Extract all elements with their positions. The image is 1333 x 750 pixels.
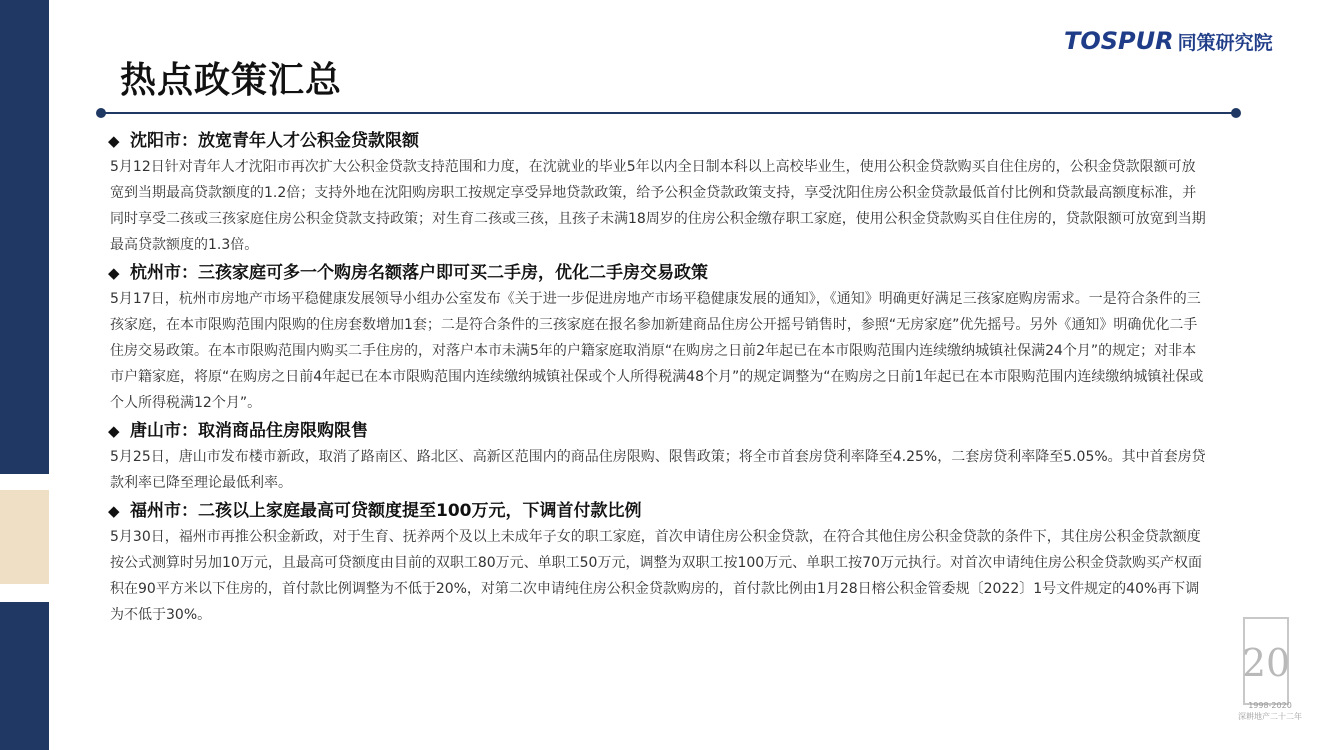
emblem-caption <box>1230 700 1310 722</box>
section-heading <box>108 260 1208 286</box>
section-heading <box>108 498 1208 524</box>
logo-text-cn: 同策研究院 <box>1177 31 1273 54</box>
divider-dot-left <box>96 108 106 118</box>
section-heading <box>108 418 1208 444</box>
section-heading <box>108 128 1208 154</box>
side-bar-top <box>0 0 49 474</box>
policy-section-hangzhou <box>108 260 1208 416</box>
policy-list <box>108 128 1208 630</box>
logo-text-en: TOSPUR <box>1064 27 1174 55</box>
section-heading-text: 福州市：二孩以上家庭最高可贷额度提至100万元，下调首付款比例 <box>130 501 642 521</box>
diamond-bullet-icon: ◆ <box>108 132 120 150</box>
section-body: 5月30日，福州市再推公积金新政，对于生育、抚养两个及以上未成年子女的职工家庭，首次申请住房公积金贷款，在符合其他住房公积金贷款的条件下，其住房公积金贷款额度按公式测算时另加10万元，且最高可贷额度由目前的双职工80万元、单职工50万元，调整为双职工按100万元、单职工按70万元执行。对首次申请纯住房公积金贷款购买产权面积在90平方米以下住房的，首付款比例调整为不低于20%，对第二次申请纯住房公积金贷款购房的，首付款比例由1月28日榕公积金管委规〔2022〕1号文件规定的40%再下调为不低于30%。 <box>110 529 1202 623</box>
section-body: 5月12日针对青年人才沈阳市再次扩大公积金贷款支持范围和力度，在沈就业的毕业5年以内全日制本科以上高校毕业生，使用公积金贷款购买自住住房的，公积金贷款限额可放宽到当期最高贷款额度的1.2倍；支持外地在沈阳购房职工按规定享受异地贷款政策，给予公积金贷款政策支持，享受沈阳住房公积金贷款最低首付比例和贷款最高额度标准，并同时享受二孩或三孩家庭住房公积金贷款支持政策；对生育二孩或三孩，且孩子未满18周岁的住房公积金缴存职工家庭，使用公积金贷款购买自住住房的，贷款限额可放宽到当期最高贷款额度的1.3倍。 <box>110 159 1206 253</box>
section-body: 5月25日，唐山市发布楼市新政，取消了路南区、路北区、高新区范围内的商品住房限购、限售政策；将全市首套房贷利率降至4.25%，二套房贷利率降至5.05%。其中首套房贷款利率已降至理论最低利率。 <box>110 449 1206 491</box>
emblem-number: 20 <box>1241 641 1291 685</box>
title-divider <box>100 112 1236 114</box>
section-heading-text: 杭州市：三孩家庭可多一个购房名额落户即可买二手房，优化二手房交易政策 <box>130 263 708 283</box>
diamond-bullet-icon: ◆ <box>108 264 120 282</box>
section-body: 5月17日，杭州市房地产市场平稳健康发展领导小组办公室发布《关于进一步促进房地产市场平稳健康发展的通知》，《通知》明确更好满足三孩家庭购房需求。一是符合条件的三孩家庭，在本市限购范围内限购的住房套数增加1套；二是符合条件的三孩家庭在报名参加新建商品住房公开摇号销售时，参照“无房家庭”优先摇号。另外《通知》明确优化二手住房交易政策。在本市限购范围内购买二手住房的，对落户本市未满5年的户籍家庭取消原“在购房之日前2年起已在本市限购范围内连续缴纳城镇社保满24个月”的规定；对非本市户籍家庭，将原“在购房之日前4年起已在本市限购范围内连续缴纳城镇社保或个人所得税满48个月”的规定调整为“在购房之日前1年起已在本市限购范围内连续缴纳城镇社保或个人所得税满12个月”。 <box>110 291 1204 411</box>
emblem-years: 1998-2020 <box>1248 701 1292 710</box>
section-heading-text: 沈阳市：放宽青年人才公积金贷款限额 <box>130 131 419 151</box>
policy-section-shenyang <box>108 128 1208 258</box>
policy-section-tangshan <box>108 418 1208 496</box>
divider-dot-right <box>1231 108 1241 118</box>
brand-logo <box>1064 26 1273 56</box>
side-bar-accent <box>0 490 49 584</box>
emblem-caption-text: 深耕地产二十二年 <box>1238 712 1302 721</box>
side-bar-bottom <box>0 602 49 750</box>
section-heading-text: 唐山市：取消商品住房限购限售 <box>130 421 368 441</box>
page-title: 热点政策汇总 <box>120 60 343 101</box>
diamond-bullet-icon: ◆ <box>108 422 120 440</box>
diamond-bullet-icon: ◆ <box>108 502 120 520</box>
policy-section-fuzhou <box>108 498 1208 628</box>
